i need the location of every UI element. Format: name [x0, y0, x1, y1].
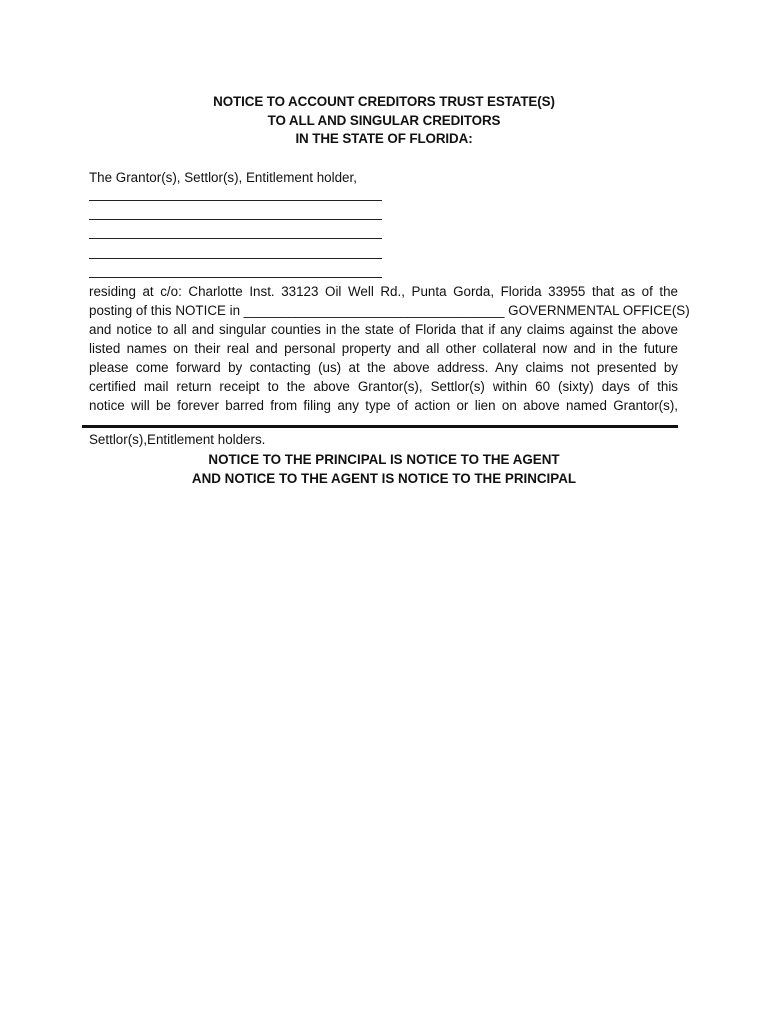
body-line-4: listed names on their real and personal property and all other collateral now and in the future — [89, 341, 678, 357]
blank-line — [89, 277, 382, 278]
body-line-2: posting of this NOTICE in ___________________________________ GOVERNMENTAL OFFICE(S) — [89, 303, 690, 319]
principal-agent-notice — [0, 450, 768, 488]
body-line-1: residing at c/o: Charlotte Inst. 33123 Oil Well Rd., Punta Gorda, Florida 33955 that as of the — [89, 284, 678, 299]
notice-body-paragraph — [89, 282, 690, 415]
blank-line — [89, 258, 382, 259]
document-title — [0, 93, 768, 149]
blank-line — [89, 219, 382, 220]
closing-text: Settlor(s),Entitlement holders. — [89, 432, 266, 447]
title-line-2: TO ALL AND SINGULAR CREDITORS — [267, 112, 501, 128]
body-line-3: and notice to all and singular counties in the state of Florida that if any claims against the above — [89, 322, 678, 338]
body-line-5: please come forward by contacting (us) at the above address. Any claims not presented by — [89, 360, 678, 376]
horizontal-rule — [82, 425, 678, 428]
title-line-3: IN THE STATE OF FLORIDA: — [295, 131, 473, 146]
body-line-7: notice will be forever barred from filing any type of action or lien on above named Grantor(s), — [89, 398, 678, 414]
blank-line — [89, 238, 382, 239]
body-line-6: certified mail return receipt to the above Grantor(s), Settlor(s) within 60 (sixty) days of this — [89, 379, 678, 395]
footer-line-1: NOTICE TO THE PRINCIPAL IS NOTICE TO THE AGENT — [208, 452, 560, 467]
footer-line-2: AND NOTICE TO THE AGENT IS NOTICE TO THE PRINCIPAL — [191, 471, 577, 486]
intro-text: The Grantor(s), Settlor(s), Entitlement holder, — [89, 170, 357, 185]
blank-line — [89, 200, 382, 201]
title-line-1: NOTICE TO ACCOUNT CREDITORS TRUST ESTATE(S) — [213, 94, 555, 109]
